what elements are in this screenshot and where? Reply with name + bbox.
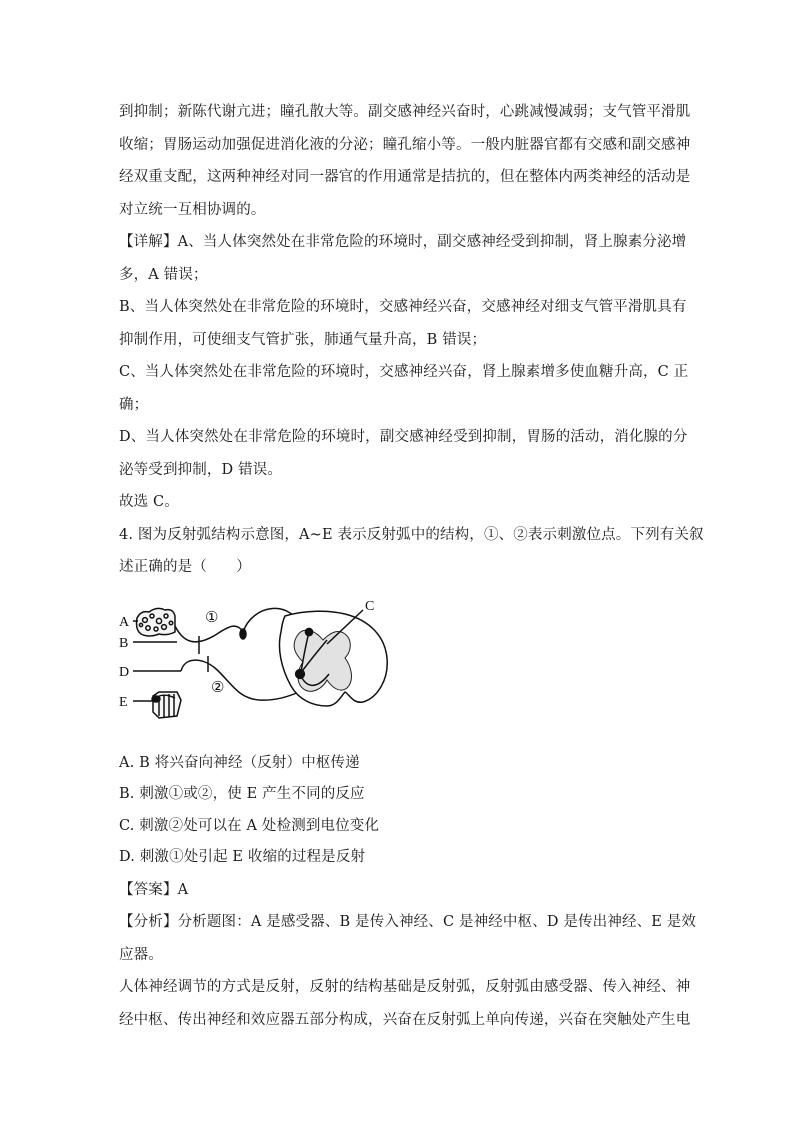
label-a: A bbox=[119, 614, 130, 630]
text-line: 故选 C。 bbox=[119, 494, 179, 510]
receptor-tissue bbox=[137, 608, 176, 636]
text-line: 对立统一互相协调的。 bbox=[119, 201, 266, 218]
text-line: D、当人体突然处在非常危险的环境时，副交感神经受到抑制，胃肠的活动，消化腺的分 bbox=[119, 429, 688, 445]
question-line: 述正确的是（ ） bbox=[119, 559, 251, 575]
text-line: 【详解】A、当人体突然处在非常危险的环境时，副交感神经受到抑制，肾上腺素分泌增 bbox=[119, 234, 687, 250]
option-b: B. 刺激①或②，使 E 产生不同的反应 bbox=[119, 786, 365, 802]
label-point-2: ② bbox=[211, 679, 225, 696]
text-line: C、当人体突然处在非常危险的环境时，交感神经兴奋，肾上腺素增多使血糖升高，C 正 bbox=[119, 364, 689, 380]
analysis-line: 应器。 bbox=[119, 946, 163, 963]
question-line: 4. 图为反射弧结构示意图，A~E 表示反射弧中的结构，①、②表示刺激位点。下列有关叙 bbox=[119, 526, 704, 543]
option-c: C. 刺激②处可以在 A 处检测到电位变化 bbox=[119, 817, 380, 834]
text-line: 收缩；胃肠运动加强促进消化液的分泌；瞳孔缩小等。一般内脏器官都有交感和副交感神 bbox=[119, 136, 691, 153]
effector-muscle bbox=[152, 692, 181, 718]
text-block-bottom bbox=[119, 874, 697, 1037]
text-line: 确； bbox=[119, 396, 149, 413]
label-e: E bbox=[119, 694, 128, 710]
analysis-line: 【分析】分析题图：A 是感受器、B 是传入神经、C 是神经中枢、D 是传出神经、E 是效 bbox=[119, 914, 697, 930]
page-content bbox=[119, 96, 704, 1036]
reflex-arc-diagram bbox=[119, 596, 419, 736]
option-a: A. B 将兴奋向神经（反射）中枢传递 bbox=[119, 754, 360, 771]
reflex-arc-svg bbox=[119, 596, 419, 736]
label-point-1: ① bbox=[205, 609, 219, 626]
option-d: D. 刺激①处引起 E 收缩的过程是反射 bbox=[119, 849, 366, 865]
text-line: 人体神经调节的方式是反射，反射的结构基础是反射弧，反射弧由感受器、传入神经、神 bbox=[119, 979, 691, 995]
text-line: 到抑制；新陈代谢亢进；瞳孔散大等。副交感神经兴奋时，心跳减慢减弱；支气管平滑肌 bbox=[119, 104, 691, 120]
text-line: 经中枢、传出神经和效应器五部分构成，兴奋在反射弧上单向传递，兴奋在突触处产生电 bbox=[119, 1011, 691, 1028]
text-line: 抑制作用，可使细支气管扩张，肺通气量升高，B 错误； bbox=[119, 331, 487, 348]
label-b: B bbox=[119, 635, 129, 651]
text-line: 经双重支配，这两种神经对同一器官的作用通常是拮抗的，但在整体内两类神经的活动是 bbox=[119, 169, 691, 185]
text-line: B、当人体突然处在非常危险的环境时，交感神经兴奋，交感神经对细支气管平滑肌具有 bbox=[119, 299, 687, 315]
text-line: 多，A 错误； bbox=[119, 266, 208, 283]
label-c: C bbox=[365, 598, 375, 614]
answer-line: 【答案】A bbox=[119, 881, 189, 898]
label-d: D bbox=[119, 664, 130, 680]
answer-options bbox=[119, 748, 679, 874]
text-block-top bbox=[119, 96, 704, 584]
text-line: 泌等受到抑制，D 错误。 bbox=[119, 461, 283, 478]
